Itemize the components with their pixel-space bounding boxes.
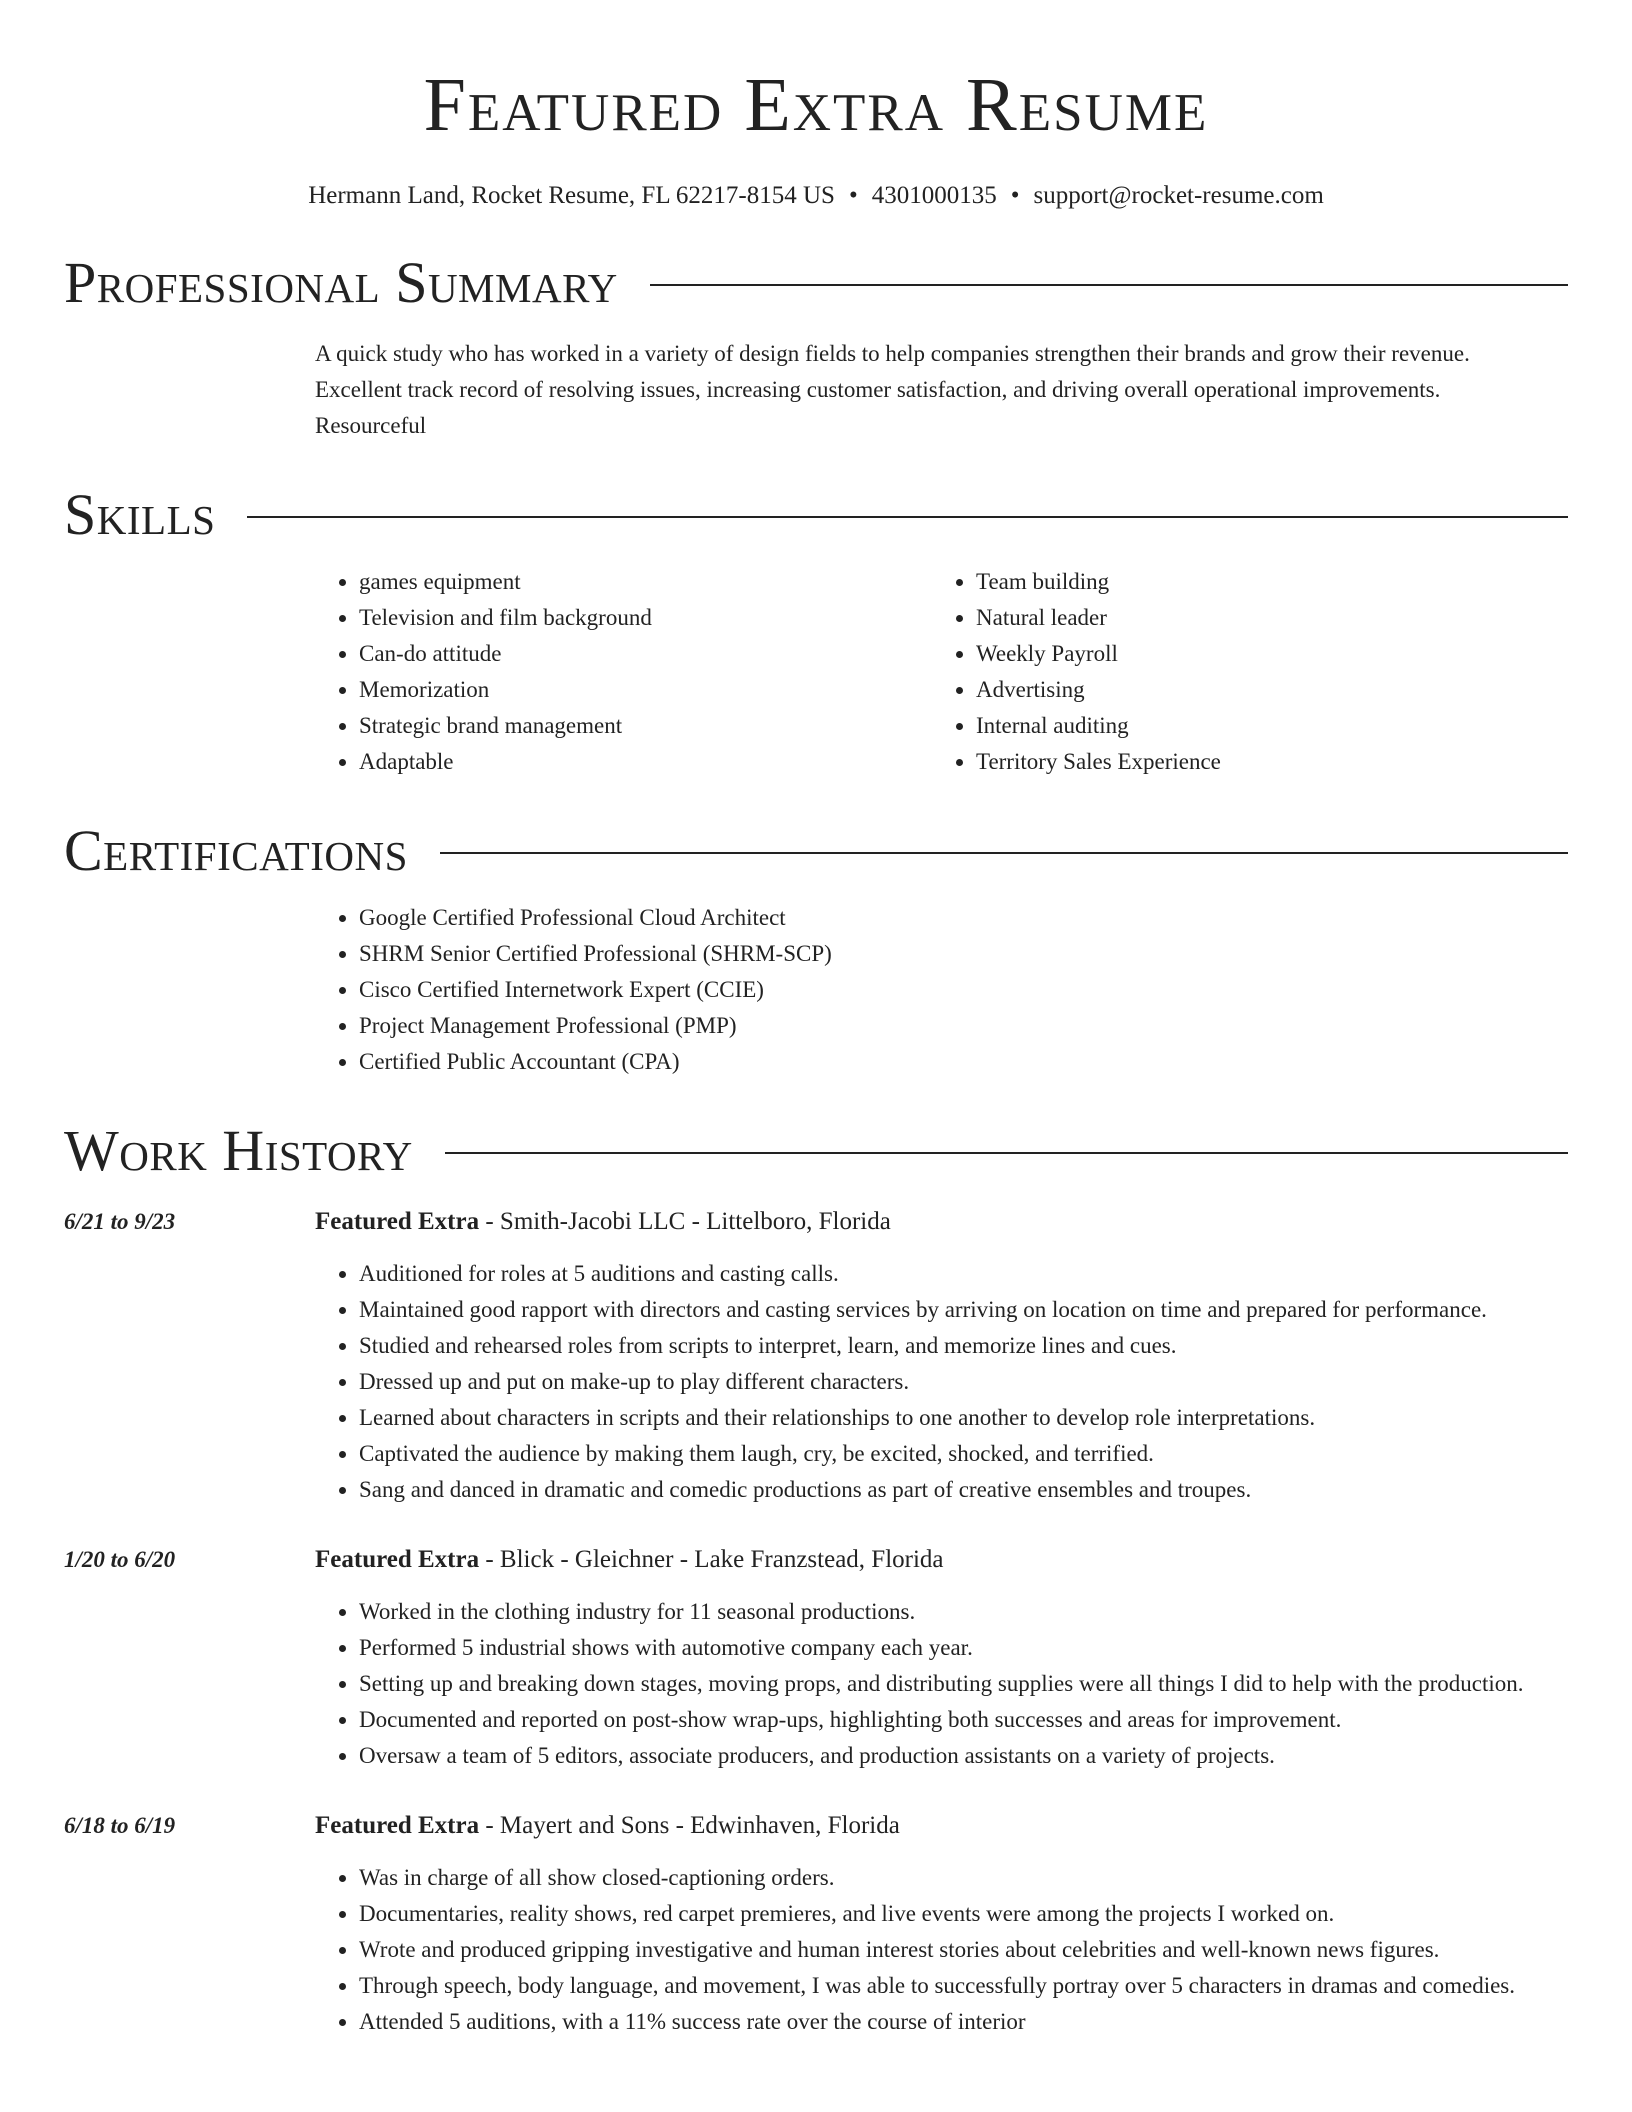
job-bullet: • Was in charge of all show closed-captioning orders. [359,1860,1568,1896]
skills-section-header [64,484,1568,546]
job-bullet: • Through speech, body language, and movement, I was able to successfully portray over 5 characters in dramas and comedies. [359,1968,1568,2004]
contact-phone: 4301000135 [871,182,997,209]
skill-item: • Team building [976,564,1549,600]
job-title-line [315,1808,1568,1844]
certifications-heading: Certifications [64,818,408,883]
job-bullet: • Dressed up and put on make-up to play different characters. [359,1364,1568,1400]
skill-item: • Television and film background [359,600,932,636]
job-title: Featured Extra [315,1546,480,1573]
job-company: - Blick - Gleichner - Lake Franzstead, Florida [479,1546,944,1573]
job-title: Featured Extra [315,1812,480,1839]
job-entry [64,1542,1568,1774]
skill-item: • Can-do attitude [359,636,932,672]
skill-item: • Territory Sales Experience [976,744,1549,780]
summary-section-header [64,252,1568,314]
contact-separator: • [848,182,858,209]
job-bullet: • Learned about characters in scripts and their relationships to one another to develop role interpretations. [359,1400,1568,1436]
skills-column-left [315,564,932,780]
job-title-line [315,1542,1568,1578]
section-divider [247,516,1568,518]
job-body [315,1542,1568,1774]
section-divider [445,1152,1568,1154]
work-section-header [64,1120,1568,1182]
skill-item: • Weekly Payroll [976,636,1549,672]
contact-separator: • [1010,182,1020,209]
job-bullet: • Maintained good rapport with directors and casting services by arriving on location on time and prepared for performance. [359,1292,1568,1328]
skill-item: • Strategic brand management [359,708,932,744]
job-dates: 6/21 to 9/23 [64,1209,176,1234]
certification-item: • Certified Public Accountant (CPA) [359,1044,1568,1080]
job-bullet: • Setting up and breaking down stages, moving props, and distributing supplies were all things I did to help with the production. [359,1666,1568,1702]
certifications-section-header [64,820,1568,882]
job-title-line [315,1204,1568,1240]
job-bullet: • Auditioned for roles at 5 auditions and casting calls. [359,1256,1568,1292]
skill-item: • Natural leader [976,600,1549,636]
job-company: - Smith-Jacobi LLC - Littelboro, Florida [479,1208,891,1235]
summary-heading: Professional Summary [64,250,618,315]
job-bullet: • Documented and reported on post-show wrap-ups, highlighting both successes and areas for improvement. [359,1702,1568,1738]
job-entry [64,1204,1568,1508]
job-bullet: • Worked in the clothing industry for 11 seasonal productions. [359,1594,1568,1630]
skill-item: • Internal auditing [976,708,1549,744]
job-bullet: • Studied and rehearsed roles from scripts to interpret, learn, and memorize lines and cues. [359,1328,1568,1364]
job-company: - Mayert and Sons - Edwinhaven, Florida [479,1812,900,1839]
skills-grid [315,564,1568,780]
job-bullet: • Attended 5 auditions, with a 11% success rate over the course of interior [359,2004,1568,2040]
contact-address: Hermann Land, Rocket Resume, FL 62217-8154 US [308,182,835,209]
certifications-list [315,900,1568,1080]
skill-item: • Advertising [976,672,1549,708]
job-bullet: • Wrote and produced gripping investigative and human interest stories about celebrities and well-known news figures. [359,1932,1568,1968]
job-body [315,1204,1568,1508]
work-heading: Work History [64,1118,413,1183]
job-bullet: • Performed 5 industrial shows with automotive company each year. [359,1630,1568,1666]
contact-line [64,180,1568,212]
job-dates: 1/20 to 6/20 [64,1547,176,1572]
job-dates: 6/18 to 6/19 [64,1813,176,1838]
section-divider [650,284,1568,286]
job-bullet: • Captivated the audience by making them laugh, cry, be excited, shocked, and terrified. [359,1436,1568,1472]
certification-item: • Google Certified Professional Cloud Architect [359,900,1568,936]
skills-heading: Skills [64,482,216,547]
resume-title: Featured Extra Resume [423,63,1209,147]
skills-column-right [932,564,1549,780]
summary-text: A quick study who has worked in a variety of design fields to help companies strengthen their brands and grow their revenue. Excellent track record of resolving issues, increasing customer satisfaction, and driving overall operational improvements. Resourceful [315,341,1470,438]
job-title: Featured Extra [315,1208,480,1235]
job-bullet: • Oversaw a team of 5 editors, associate producers, and production assistants on a variety of projects. [359,1738,1568,1774]
certification-item: • SHRM Senior Certified Professional (SHRM-SCP) [359,936,1568,972]
section-divider [440,852,1568,854]
skill-item: • Adaptable [359,744,932,780]
contact-email: support@rocket-resume.com [1033,182,1324,209]
skill-item: • Memorization [359,672,932,708]
certification-item: • Cisco Certified Internetwork Expert (CCIE) [359,972,1568,1008]
job-body [315,1808,1568,2040]
job-bullet: • Documentaries, reality shows, red carpet premieres, and live events were among the projects I worked on. [359,1896,1568,1932]
job-entry [64,1808,1568,2040]
certification-item: • Project Management Professional (PMP) [359,1008,1568,1044]
job-bullet: • Sang and danced in dramatic and comedic productions as part of creative ensembles and troupes. [359,1472,1568,1508]
skill-item: • games equipment [359,564,932,600]
